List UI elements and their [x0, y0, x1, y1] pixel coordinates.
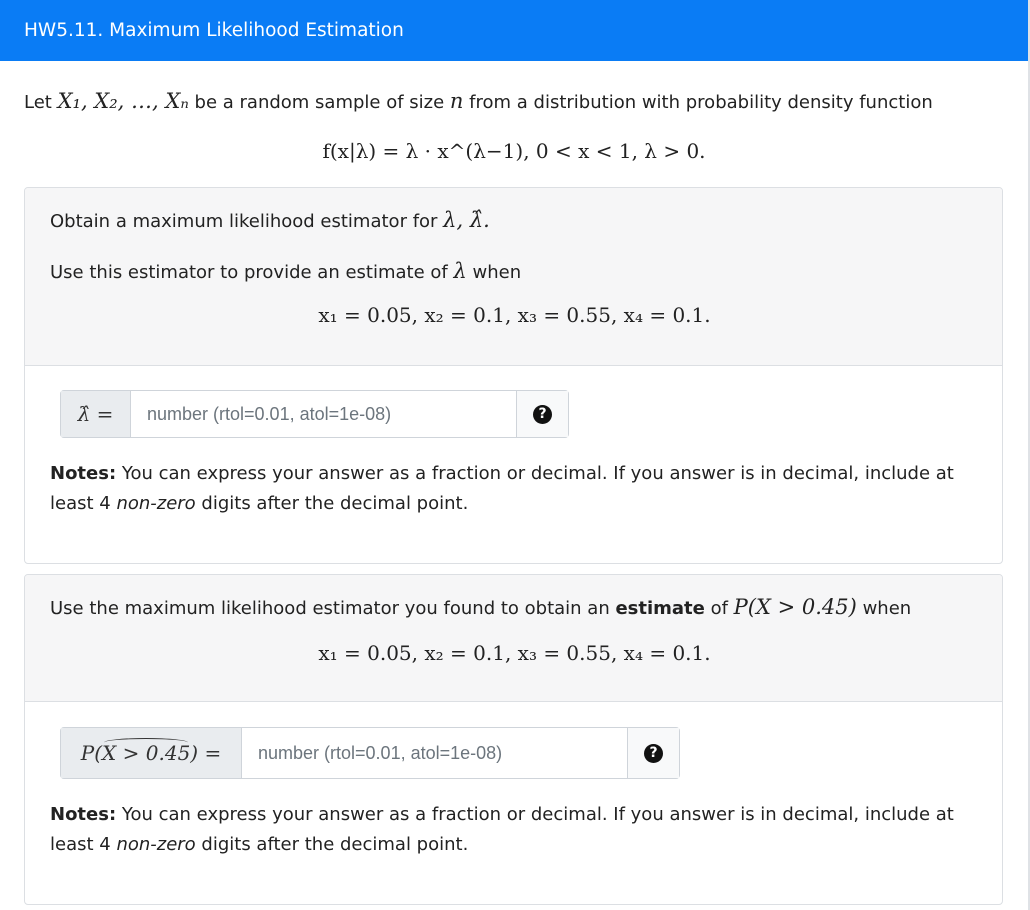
- notes-label: Notes:: [50, 463, 117, 484]
- lambda-hat-label: [61, 391, 131, 437]
- question-title: HW5.11. Maximum Likelihood Estimation: [24, 20, 404, 41]
- part2-notes: [50, 800, 980, 860]
- notes-em: non-zero: [116, 834, 196, 855]
- question-circle-icon: ?: [533, 405, 552, 424]
- probability-label: [61, 728, 242, 778]
- probability-input-group: [60, 727, 680, 779]
- lambda-math: λ, λ̂.: [443, 208, 490, 232]
- notes-text-end: digits after the decimal point.: [195, 834, 469, 855]
- part2-line1-text: Use the maximum likelihood estimator you found to obtain an: [50, 598, 616, 619]
- lambda-hat-input-group: [60, 390, 569, 438]
- question-circle-icon: ?: [644, 744, 663, 763]
- lambda-hat-label-text: λ̂ =: [77, 402, 114, 426]
- part1-data-line: x₁ = 0.05, x₂ = 0.1, x₃ = 0.55, x₄ = 0.1.: [318, 303, 711, 327]
- notes-label: Notes:: [50, 804, 117, 825]
- lambda-math-2: λ: [453, 259, 467, 283]
- notes-text-end: digits after the decimal point.: [195, 493, 469, 514]
- part1-notes: [50, 459, 980, 519]
- part1-line1-text: Obtain a maximum likelihood estimator for: [50, 211, 444, 232]
- question-title-bar: [0, 0, 1028, 61]
- part1-line1: [50, 208, 490, 232]
- question-intro: [24, 89, 933, 113]
- intro-text: Let: [24, 92, 58, 113]
- part2-line1-end: when: [856, 598, 912, 619]
- notes-text: You can express your answer as a fraction or decimal. If you answer is in decimal, include at least 4: [50, 804, 954, 855]
- part2-prompt: [25, 575, 1002, 702]
- lambda-hat-help-button[interactable]: [516, 391, 568, 437]
- part2-data-line: x₁ = 0.05, x₂ = 0.1, x₃ = 0.55, x₄ = 0.1.: [318, 641, 711, 665]
- probability-help-button[interactable]: [627, 728, 679, 778]
- intro-text-mid: be a random sample of size: [188, 92, 450, 113]
- part2-line1: [50, 595, 911, 619]
- sample-math: X₁, X₂, …, Xₙ: [57, 89, 189, 113]
- pdf-formula: f(x|λ) = λ · x^(λ−1), 0 < x < 1, λ > 0.: [322, 139, 706, 163]
- part1-line2: [50, 259, 521, 283]
- part1-line2-text: Use this estimator to provide an estimate of: [50, 262, 454, 283]
- n-math: n: [449, 89, 464, 113]
- probability-math: P(X > 0.45): [733, 595, 857, 619]
- prob-label-end: ) =: [190, 741, 222, 765]
- notes-em: non-zero: [116, 493, 196, 514]
- part2-line1-of: of: [704, 598, 734, 619]
- lambda-hat-input[interactable]: [131, 391, 516, 437]
- part1-line2-end: when: [466, 262, 522, 283]
- notes-text: You can express your answer as a fraction or decimal. If you answer is in decimal, include at least 4: [50, 463, 954, 514]
- part1-card: [24, 187, 1003, 564]
- prob-label-P: P(: [80, 741, 103, 765]
- part2-card: [24, 574, 1003, 905]
- estimate-bold: estimate: [615, 598, 705, 619]
- intro-text-end: from a distribution with probability density function: [463, 92, 933, 113]
- part1-prompt: [25, 188, 1002, 366]
- probability-input[interactable]: [242, 728, 627, 778]
- prob-label-hat: X > 0.45: [102, 741, 191, 765]
